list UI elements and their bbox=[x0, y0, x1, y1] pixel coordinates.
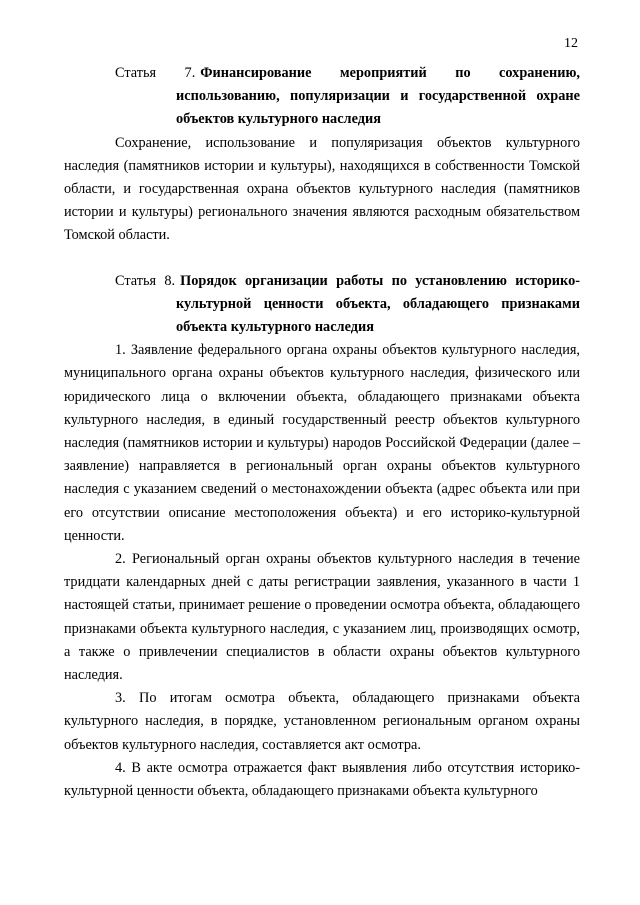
article-7-heading bbox=[64, 62, 580, 132]
document-body bbox=[64, 62, 580, 803]
article-8-paragraph-1: 1. Заявление федерального органа охраны объектов культурного наследия, муниципального органа охраны объектов культурного наследия, физического или юридического лица о включении объекта, обладающего признаками объекта культурного наследия, в единый государственный реестр объектов культурного наследия (памятников истории и культуры) народов Российской Федерации (далее – заявление) направляется в региональный орган охраны объектов культурного наследия с указанием сведений о местонахождении объекта (адрес объекта или при его отсутствии описание местоположения объекта) и его историко-культурной ценности. bbox=[64, 342, 580, 544]
article-8-title: Порядок организации работы по установлению историко-культурной ценности объекта, обладающего признаками объекта культурного наследия bbox=[176, 272, 580, 336]
article-8-paragraph-2: 2. Региональный орган охраны объектов культурного наследия в течение тридцати календарных дней с даты регистрации заявления, указанного в части 1 настоящей статьи, принимает решение о проведении осмотра объекта, обладающего признаками объекта культурного наследия, с указанием лиц, производящих осмотр, а также о привлечении специалистов в области охраны объектов культурного наследия. bbox=[64, 551, 580, 684]
page-number: 12 bbox=[564, 36, 578, 51]
article-8-paragraph-3: 3. По итогам осмотра объекта, обладающего признаками объекта культурного наследия, в порядке, установленном региональным органом охраны объектов культурного наследия, составляется акт осмотра. bbox=[64, 690, 580, 753]
article-8-heading bbox=[64, 270, 580, 340]
section-spacer bbox=[64, 248, 580, 270]
article-8-paragraph-4: 4. В акте осмотра отражается факт выявления либо отсутствия историко-культурной ценности объекта, обладающего признаками объекта культурного bbox=[64, 759, 580, 800]
article-7-paragraph-1: Сохранение, использование и популяризация объектов культурного наследия (памятников истории и культуры), находящихся в собственности Томской области, и государственная охрана объектов культурного наследия (памятников истории и культуры) регионального значения являются расходным обязательством Томской области. bbox=[64, 134, 580, 244]
article-7-title: Финансирование мероприятий по сохранению, использованию, популяризации и государственной охране объектов культурного наследия bbox=[176, 65, 580, 128]
article-8-prefix: Статья 8. bbox=[115, 272, 176, 289]
article-7-prefix: Статья 7. bbox=[115, 65, 196, 81]
